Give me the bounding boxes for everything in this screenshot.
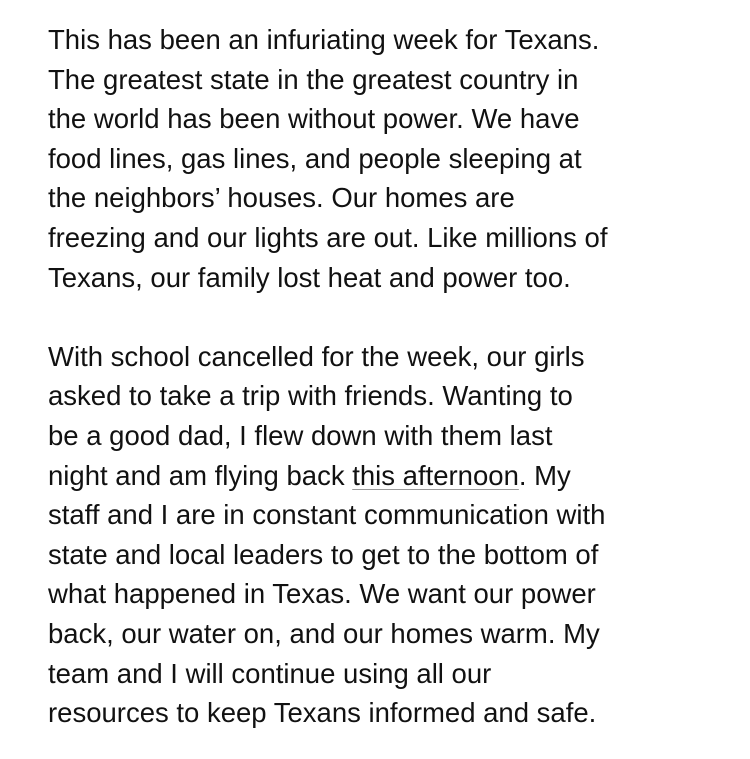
text-segment: . My bbox=[518, 459, 571, 491]
text-line-with-link bbox=[48, 456, 740, 496]
paragraph-gap bbox=[48, 297, 740, 337]
text-line: back, our water on, and our homes warm. My bbox=[48, 617, 600, 649]
text-line: The greatest state in the greatest country in bbox=[48, 63, 579, 95]
text-line: staff and I are in constant communication with bbox=[48, 499, 606, 531]
text-line: food lines, gas lines, and people sleeping at bbox=[48, 142, 582, 174]
text-line: Texans, our family lost heat and power too. bbox=[48, 261, 571, 293]
paragraph-1 bbox=[48, 20, 740, 297]
paragraph-2 bbox=[48, 337, 740, 733]
text-line: state and local leaders to get to the bottom of bbox=[48, 538, 599, 570]
text-line: With school cancelled for the week, our girls bbox=[48, 340, 585, 372]
text-line: freezing and our lights are out. Like millions of bbox=[48, 221, 608, 253]
text-line: asked to take a trip with friends. Wanting to bbox=[48, 380, 573, 412]
text-line: be a good dad, I flew down with them last bbox=[48, 419, 553, 451]
text-line: team and I will continue using all our bbox=[48, 657, 492, 689]
text-line: the world has been without power. We have bbox=[48, 103, 580, 135]
statement-document bbox=[48, 20, 740, 733]
text-line: resources to keep Texans informed and safe. bbox=[48, 697, 597, 729]
text-line: This has been an infuriating week for Texans. bbox=[48, 24, 600, 55]
text-line: the neighbors’ houses. Our homes are bbox=[48, 182, 515, 214]
text-segment: night and am flying back bbox=[48, 459, 353, 491]
this-afternoon-link[interactable]: this afternoon bbox=[352, 459, 519, 491]
text-line: what happened in Texas. We want our power bbox=[48, 578, 596, 610]
